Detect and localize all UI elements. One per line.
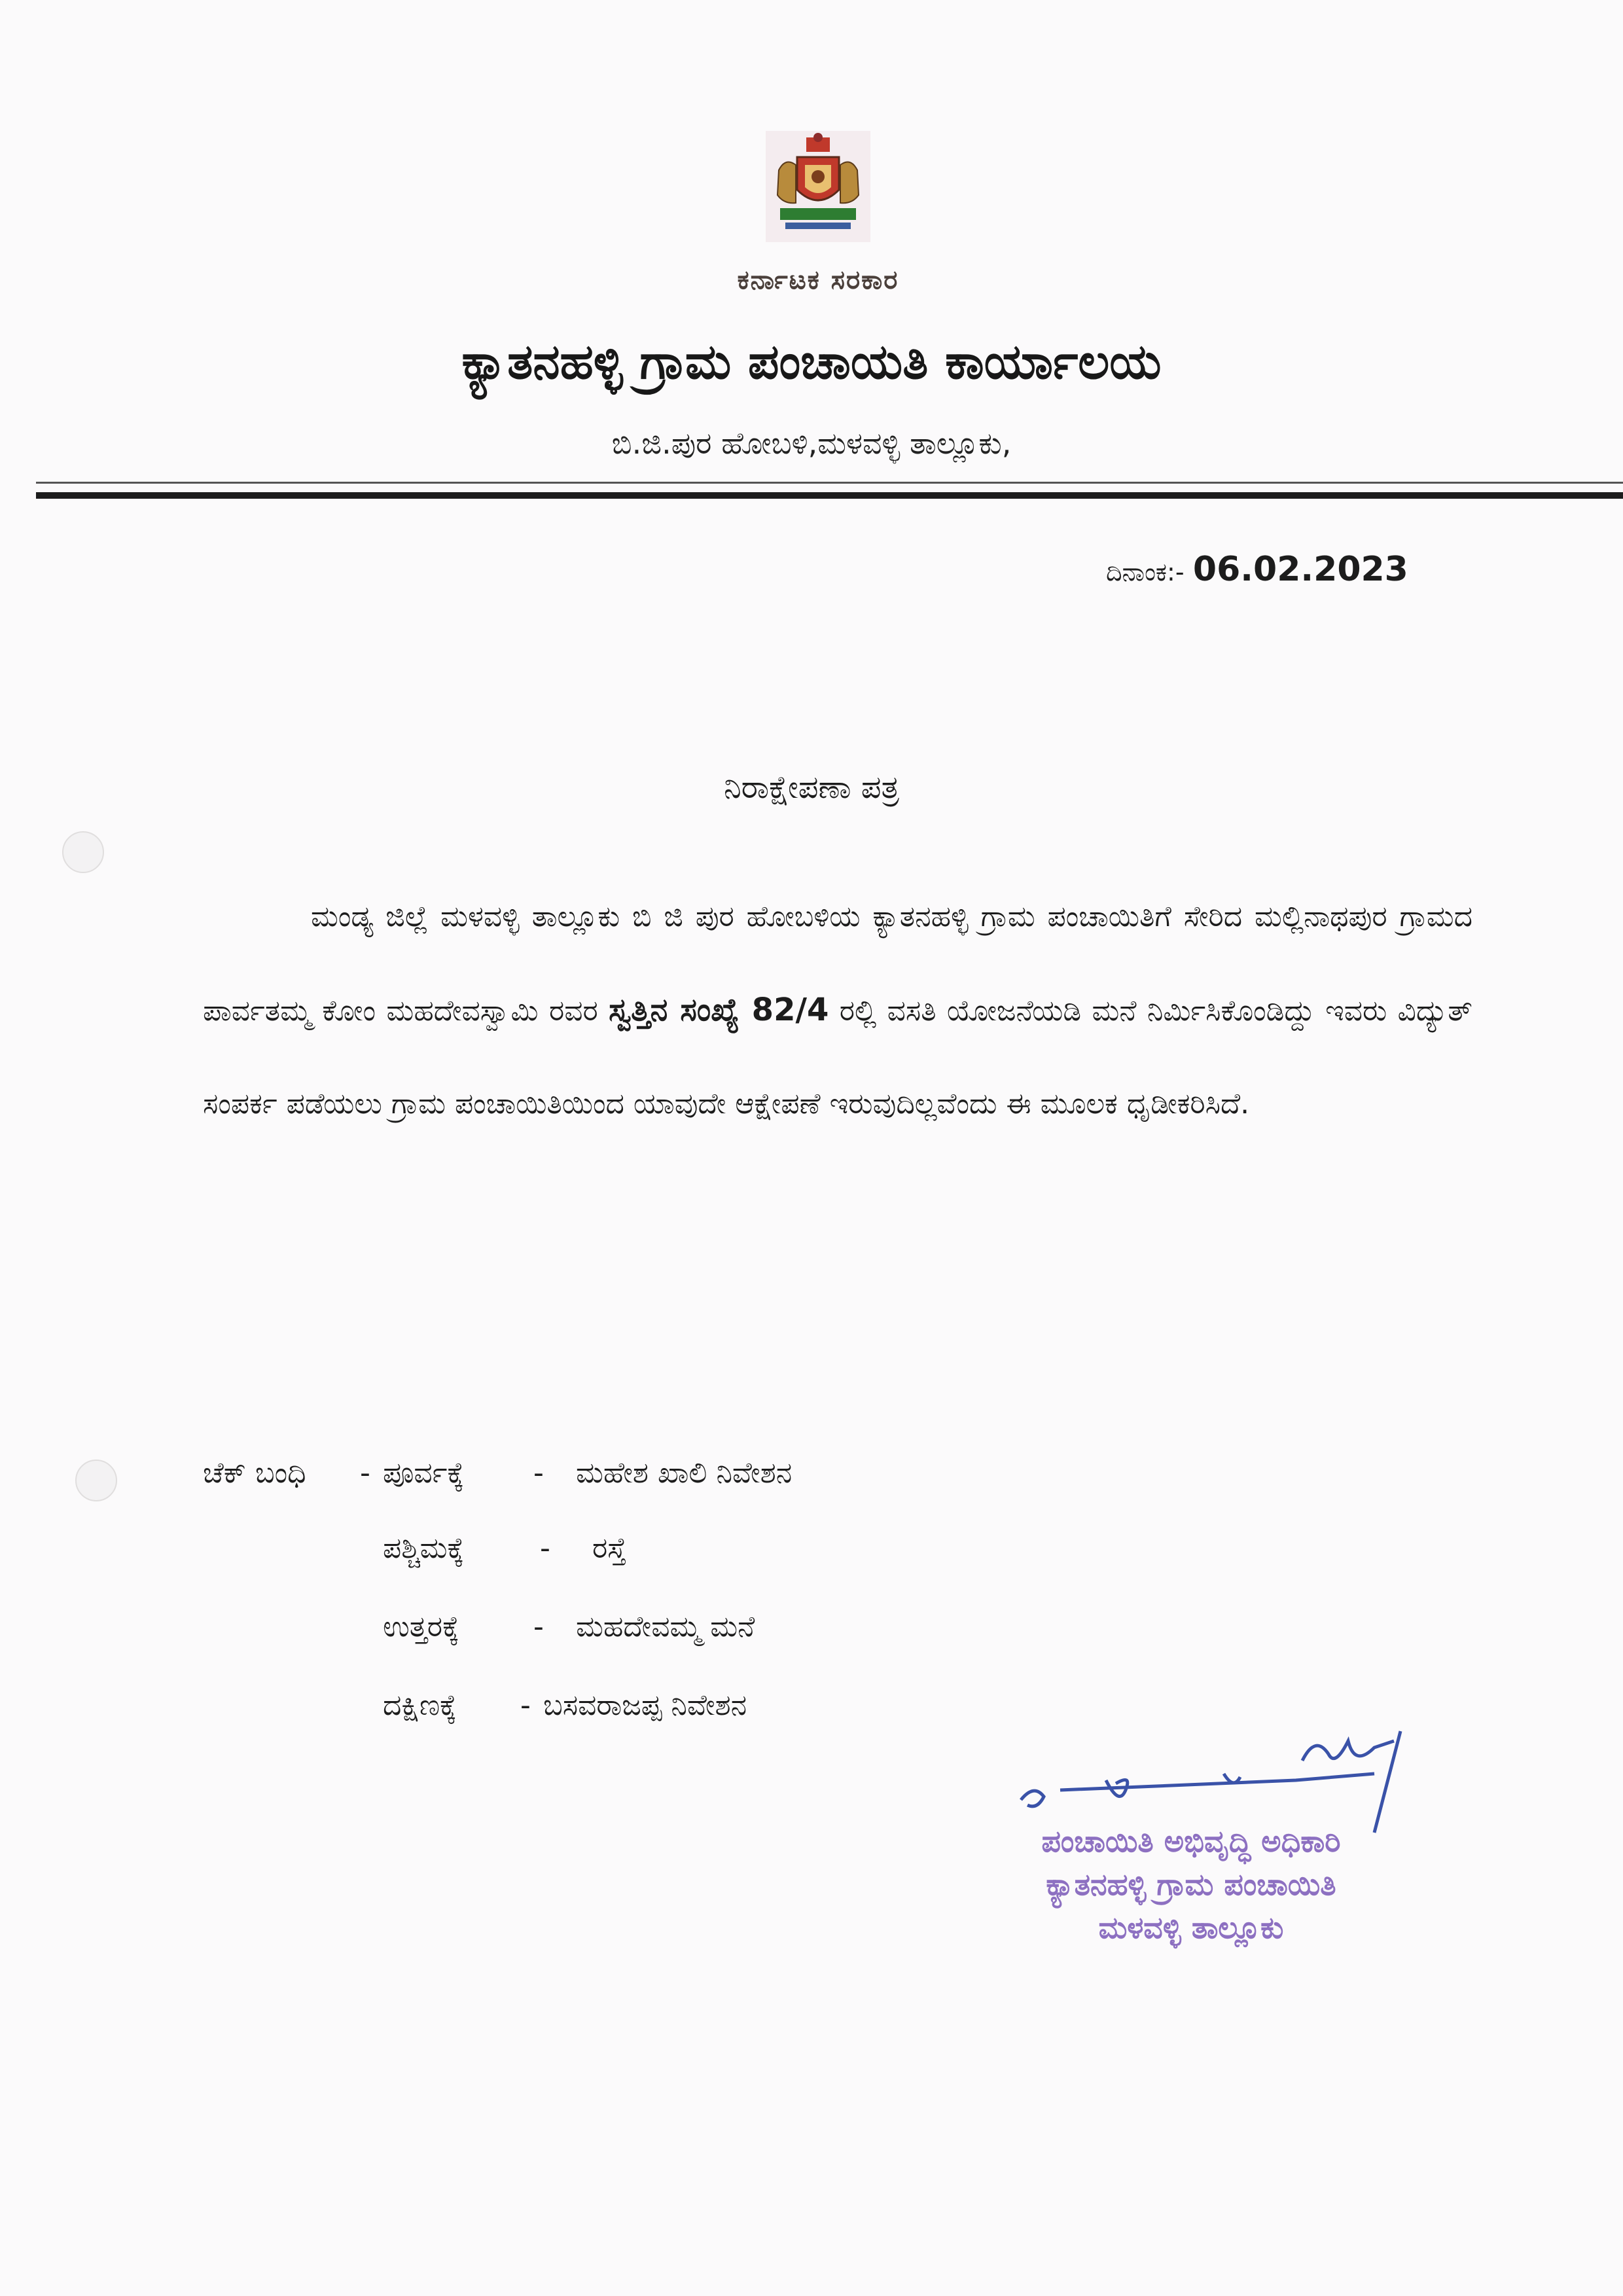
boundary-dash: - [360,1456,370,1490]
body-text-part1: ಮಂಡ್ಯ ಜಿಲ್ಲೆ ಮಳವಳ್ಳಿ ತಾಲ್ಲೂಕು ಬಿ ಜಿ ಪುರ ಹೋಬಳಿಯ ಕ್ಯಾತನಹಳ್ಳಿ ಗ್ರಾಮ ಪಂಚಾಯಿತಿಗೆ ಸೇರಿದ ಮಲ್ಲಿನಾಥಪುರ ಗ್ರಾಮದ ಪಾರ್ವತಮ್ಮ ಕೋಂ ಮಹದೇವಸ್ವಾಮಿ ರವರ [203,900,1472,1028]
stamp-line-1: ಪಂಚಾಯಿತಿ ಅಭಿವೃದ್ಧಿ ಅಧಿಕಾರಿ [1041,1823,1341,1859]
government-emblem [694,131,942,308]
stamp-line-2: ಕ್ಯಾತನಹಳ್ಳಿ ಗ್ರಾಮ ಪಂಚಾಯಿತಿ [1046,1867,1336,1902]
office-address: ಬಿ.ಜಿ.ಪುರ ಹೋಬಳಿ,ಮಳವಳ್ಳಿ ತಾಲ್ಲೂಕು, [611,425,1012,461]
boundaries-label: ಚೆಕ್ ಬಂಧಿ [203,1456,306,1490]
boundary-dash: - [533,1456,544,1490]
boundary-dash: - [533,1610,544,1643]
punch-hole-bottom [75,1460,117,1501]
boundary-value: ಬಸವರಾಜಪ್ಪ ನಿವೇಶನ [543,1689,747,1722]
header-rule-thin [36,482,1623,484]
body-text-part2: ರಲ್ಲಿ ವಸತಿ ಯೋಜನೆಯಡಿ ಮನೆ ನಿರ್ಮಿಸಿಕೊಂಡಿದ್ದು ಇವರು ವಿದ್ಯುತ್ ಸಂಪರ್ಕ ಪಡೆಯಲು ಗ್ರಾಮ ಪಂಚಾಯಿತಿಯಿಂದ ಯಾವುದೇ ಆಕ್ಷೇಪಣೆ ಇರುವುದಿಲ್ಲವೆಂದು ಈ ಮೂಲಕ ಧೃಡೀಕರಿಸಿದೆ. [203,994,1472,1121]
boundary-direction: ದಕ್ಷಿಣಕ್ಕೆ [383,1689,457,1722]
office-title: ಕ್ಯಾತನಹಳ್ಳಿ ಗ್ರಾಮ ಪಂಚಾಯತಿ ಕಾರ್ಯಾಲಯ [461,334,1162,390]
official-stamp [982,1820,1400,1949]
boundary-direction: ಪಶ್ಚಿಮಕ್ಕೆ [383,1532,465,1565]
date-line [1106,550,1408,589]
boundary-direction: ಪೂರ್ವಕ್ಕೆ [383,1456,465,1490]
body-paragraph [203,870,1472,1151]
date-label: ದಿನಾಂಕ:- [1106,558,1185,586]
boundary-dash: - [520,1689,531,1722]
stamp-line-3: ಮಳವಳ್ಳಿ ತಾಲ್ಲೂಕು [1098,1910,1284,1945]
document-title: ನಿರಾಕ್ಷೇಪಣಾ ಪತ್ರ [723,769,900,806]
boundary-value: ರಸ್ತೆ [592,1532,627,1565]
boundary-direction: ಉತ್ತರಕ್ಕೆ [383,1610,459,1643]
property-number: ಸ್ವತ್ತಿನ ಸಂಖ್ಯೆ 82/4 [609,992,829,1028]
boundary-value: ಮಹೇಶ ಖಾಲಿ ನಿವೇಶನ [576,1456,793,1490]
boundary-dash: - [540,1532,550,1565]
boundary-value: ಮಹದೇವಮ್ಮ ಮನೆ [576,1610,755,1643]
karnataka-emblem-icon [766,131,870,242]
punch-hole-top [62,831,104,873]
government-name: ಕರ್ನಾಟಕ ಸರಕಾರ [737,265,899,295]
date-value: 06.02.2023 [1192,550,1408,589]
header-rule-thick [36,492,1623,499]
